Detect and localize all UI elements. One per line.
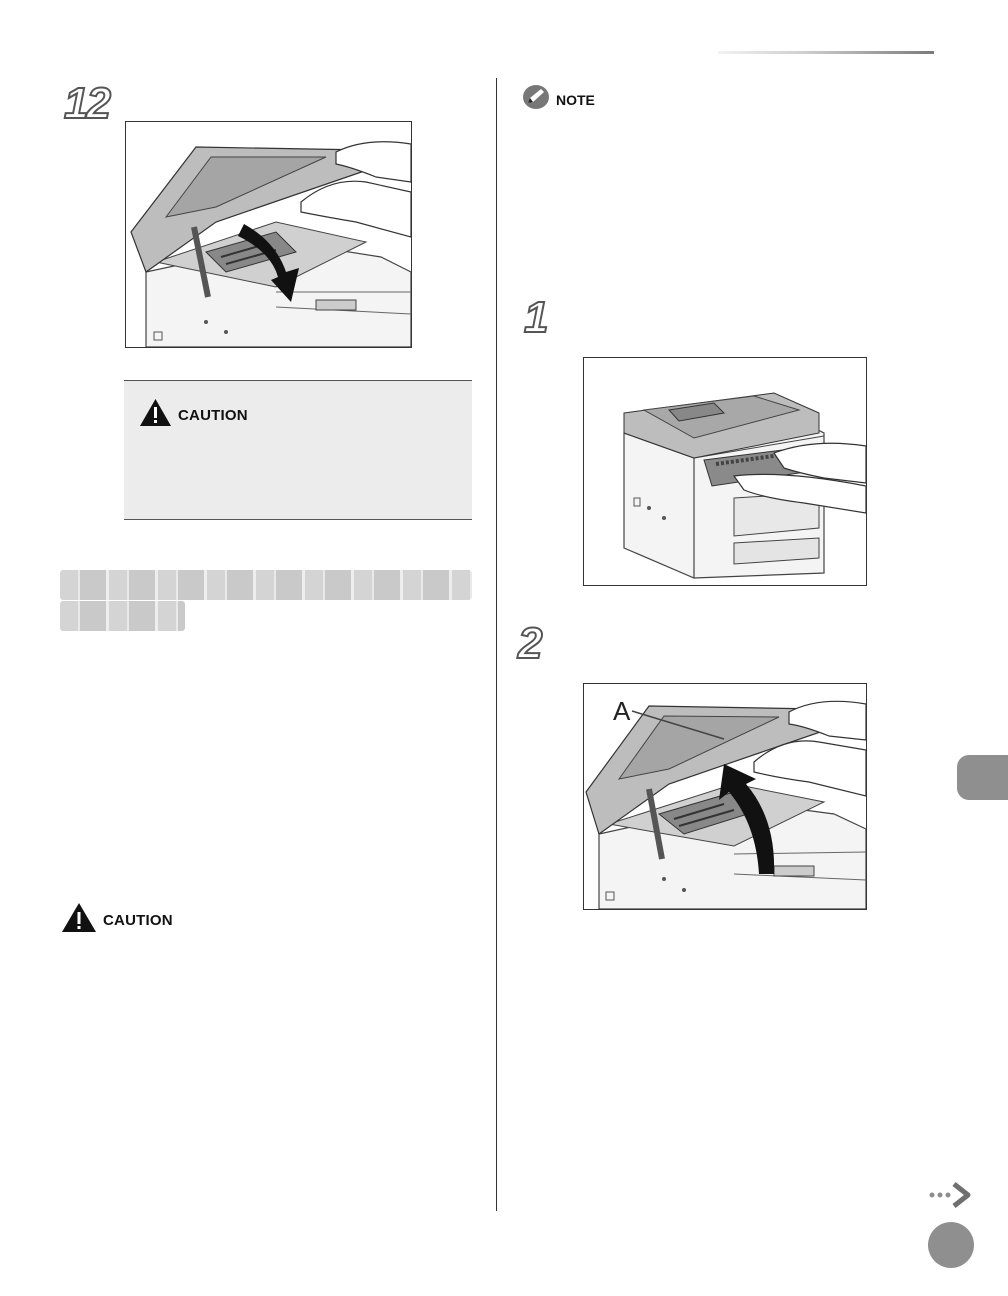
figure-close-scanning-platform bbox=[125, 121, 412, 348]
caution-triangle-icon bbox=[61, 902, 97, 938]
page-number-badge bbox=[928, 1222, 974, 1268]
continue-arrow-icon[interactable] bbox=[928, 1180, 978, 1210]
step-number-12: 12 bbox=[64, 79, 109, 128]
printer-front-illustration bbox=[584, 358, 866, 585]
column-divider bbox=[496, 78, 497, 1211]
note-pencil-icon bbox=[522, 84, 550, 115]
caution-triangle-icon bbox=[139, 398, 172, 432]
step-number-1: 1 bbox=[524, 293, 547, 342]
note-label: NOTE bbox=[556, 91, 595, 108]
caution-section-label: CAUTION bbox=[103, 911, 173, 929]
caution-box-label: CAUTION bbox=[178, 406, 248, 424]
figure-lift-scanning-platform bbox=[583, 683, 867, 910]
chapter-tab bbox=[957, 755, 1008, 800]
figure-callout-a: A bbox=[613, 696, 631, 726]
section-heading-line-2 bbox=[60, 601, 185, 631]
printer-open-illustration bbox=[126, 122, 411, 347]
note-header bbox=[522, 84, 595, 115]
step-number-2: 2 bbox=[518, 619, 541, 668]
header-rule bbox=[718, 51, 934, 54]
caution-section-header bbox=[61, 902, 173, 938]
section-heading-line-1 bbox=[60, 570, 472, 600]
figure-lift-operation-panel bbox=[583, 357, 867, 586]
caution-box-header bbox=[139, 398, 248, 432]
caution-box bbox=[124, 380, 472, 520]
